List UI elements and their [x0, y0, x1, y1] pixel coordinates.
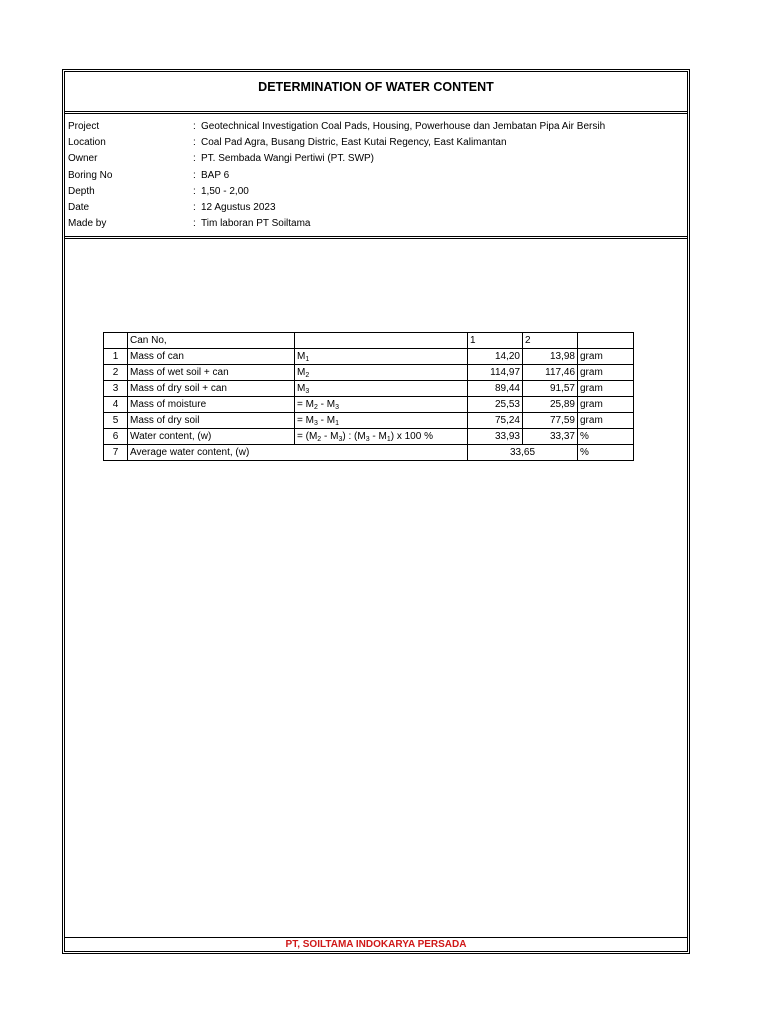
info-value: 1,50 - 2,00 [201, 185, 249, 197]
row-number: 2 [104, 365, 128, 381]
formula-subscript: 3 [335, 403, 340, 411]
info-label: Project [68, 121, 100, 132]
row-formula [295, 365, 468, 381]
can-1-value: 25,53 [468, 397, 523, 413]
info-value: Coal Pad Agra, Busang Distric, East Kutai Regency, East Kalimantan [201, 137, 507, 149]
formula-subscript: 3 [338, 435, 343, 443]
info-label: Location [68, 137, 106, 149]
formula-text: M [297, 350, 306, 362]
company-footer: PT, SOILTAMA INDOKARYA PERSADA [285, 939, 467, 950]
can-2-value: 117,46 [523, 365, 578, 381]
table-row [104, 413, 634, 429]
info-separator: : [193, 137, 196, 149]
formula-subscript: 2 [317, 435, 322, 443]
formula-subscript: 2 [305, 371, 310, 379]
info-separator: : [193, 153, 196, 165]
info-row-depth [68, 184, 605, 200]
formula-text: - [317, 414, 327, 426]
row-number: 4 [104, 397, 128, 413]
row-formula [295, 381, 468, 397]
formula-text: ) x 100 % [390, 430, 433, 442]
info-label: Depth [68, 185, 95, 197]
info-label: Date [68, 201, 90, 213]
formula-text: - [321, 430, 331, 442]
row-number: 6 [104, 429, 128, 445]
row-unit: % [578, 429, 634, 445]
formula-text: M [308, 430, 318, 442]
info-separator: : [193, 121, 196, 132]
formula-text: M [378, 430, 387, 442]
formula-subscript: 3 [305, 387, 310, 395]
info-label: Made by [68, 218, 107, 230]
can-no-label: Can No, [128, 333, 295, 349]
divider-footer [64, 937, 688, 938]
formula-text: - [317, 398, 327, 410]
row-label: Mass of moisture [128, 397, 295, 413]
row-label: Mass of wet soil + can [128, 365, 295, 381]
water-content-table [103, 332, 634, 461]
info-value: Geotechnical Investigation Coal Pads, Housing, Powerhouse dan Jembatan Pipa Air Bersih [201, 121, 606, 132]
row-formula [295, 413, 468, 429]
row-unit: gram [578, 413, 634, 429]
formula-subscript: 3 [365, 435, 370, 443]
formula-text: - [369, 430, 379, 442]
table-row [104, 429, 634, 445]
info-value: BAP 6 [201, 169, 230, 181]
formula-text: ) : ( [342, 430, 358, 442]
row-label: Mass of can [128, 349, 295, 365]
formula-text: = ( [297, 430, 309, 442]
formula-text: M [357, 430, 366, 442]
formula-text: M [305, 414, 314, 426]
table-header-row [104, 333, 634, 349]
row-unit: gram [578, 381, 634, 397]
info-label: Boring No [68, 169, 113, 181]
row-number: 5 [104, 413, 128, 429]
row-number: 7 [104, 445, 128, 461]
table-row [104, 397, 634, 413]
info-value: 12 Agustus 2023 [201, 201, 276, 213]
row-number: 1 [104, 349, 128, 365]
row-unit: gram [578, 349, 634, 365]
table-cell [295, 333, 468, 349]
formula-subscript: 1 [386, 435, 391, 443]
can-1-value: 14,20 [468, 349, 523, 365]
divider-info-double [64, 238, 688, 239]
row-formula [295, 429, 468, 445]
info-value: PT. Sembada Wangi Pertiwi (PT. SWP) [201, 153, 375, 165]
row-unit: % [578, 445, 634, 461]
divider-title-double [64, 113, 688, 114]
can-1-value: 89,44 [468, 381, 523, 397]
table-row [104, 381, 634, 397]
info-separator: : [193, 169, 196, 181]
formula-text: M [326, 414, 336, 426]
page-title: DETERMINATION OF WATER CONTENT [258, 80, 494, 94]
project-info [68, 119, 605, 232]
table-cell [578, 333, 634, 349]
row-unit: gram [578, 365, 634, 381]
can-2-value: 33,37 [523, 429, 578, 445]
formula-text: M [297, 366, 306, 378]
row-formula [295, 397, 468, 413]
info-row-owner [68, 151, 605, 167]
can-2-header: 2 [523, 333, 578, 349]
formula-subscript: 2 [313, 403, 318, 411]
row-label: Average water content, (w) [128, 445, 468, 461]
formula-subscript: 1 [305, 355, 310, 363]
info-row-project [68, 119, 605, 135]
info-separator: : [193, 218, 196, 230]
row-formula [295, 349, 468, 365]
table-row [104, 365, 634, 381]
info-separator: : [193, 201, 196, 213]
can-1-value: 33,93 [468, 429, 523, 445]
average-value: 33,65 [468, 445, 578, 461]
divider-info [64, 236, 688, 237]
info-row-location [68, 135, 605, 151]
formula-text: M [297, 382, 306, 394]
formula-subscript: 1 [335, 419, 340, 427]
info-separator: : [193, 185, 196, 197]
row-label: Mass of dry soil [128, 413, 295, 429]
info-row-date [68, 200, 605, 216]
can-2-value: 13,98 [523, 349, 578, 365]
formula-text: = [297, 398, 306, 410]
row-label: Mass of dry soil + can [128, 381, 295, 397]
row-unit: gram [578, 397, 634, 413]
row-label: Water content, (w) [128, 429, 295, 445]
can-2-value: 77,59 [523, 413, 578, 429]
can-1-value: 75,24 [468, 413, 523, 429]
info-value: Tim laboran PT Soiltama [201, 218, 311, 230]
info-row-made-by [68, 216, 605, 232]
row-number: 3 [104, 381, 128, 397]
divider-title [64, 111, 688, 112]
can-1-value: 114,97 [468, 365, 523, 381]
info-label: Owner [68, 153, 98, 165]
formula-text: M [330, 430, 339, 442]
can-1-header: 1 [468, 333, 523, 349]
table-row-average [104, 445, 634, 461]
info-row-boring-no [68, 168, 605, 184]
formula-text: M [326, 398, 336, 410]
formula-text: M [305, 398, 314, 410]
table-cell [104, 333, 128, 349]
can-2-value: 91,57 [523, 381, 578, 397]
table-row [104, 349, 634, 365]
formula-text: = [297, 414, 306, 426]
can-2-value: 25,89 [523, 397, 578, 413]
formula-subscript: 3 [313, 419, 318, 427]
